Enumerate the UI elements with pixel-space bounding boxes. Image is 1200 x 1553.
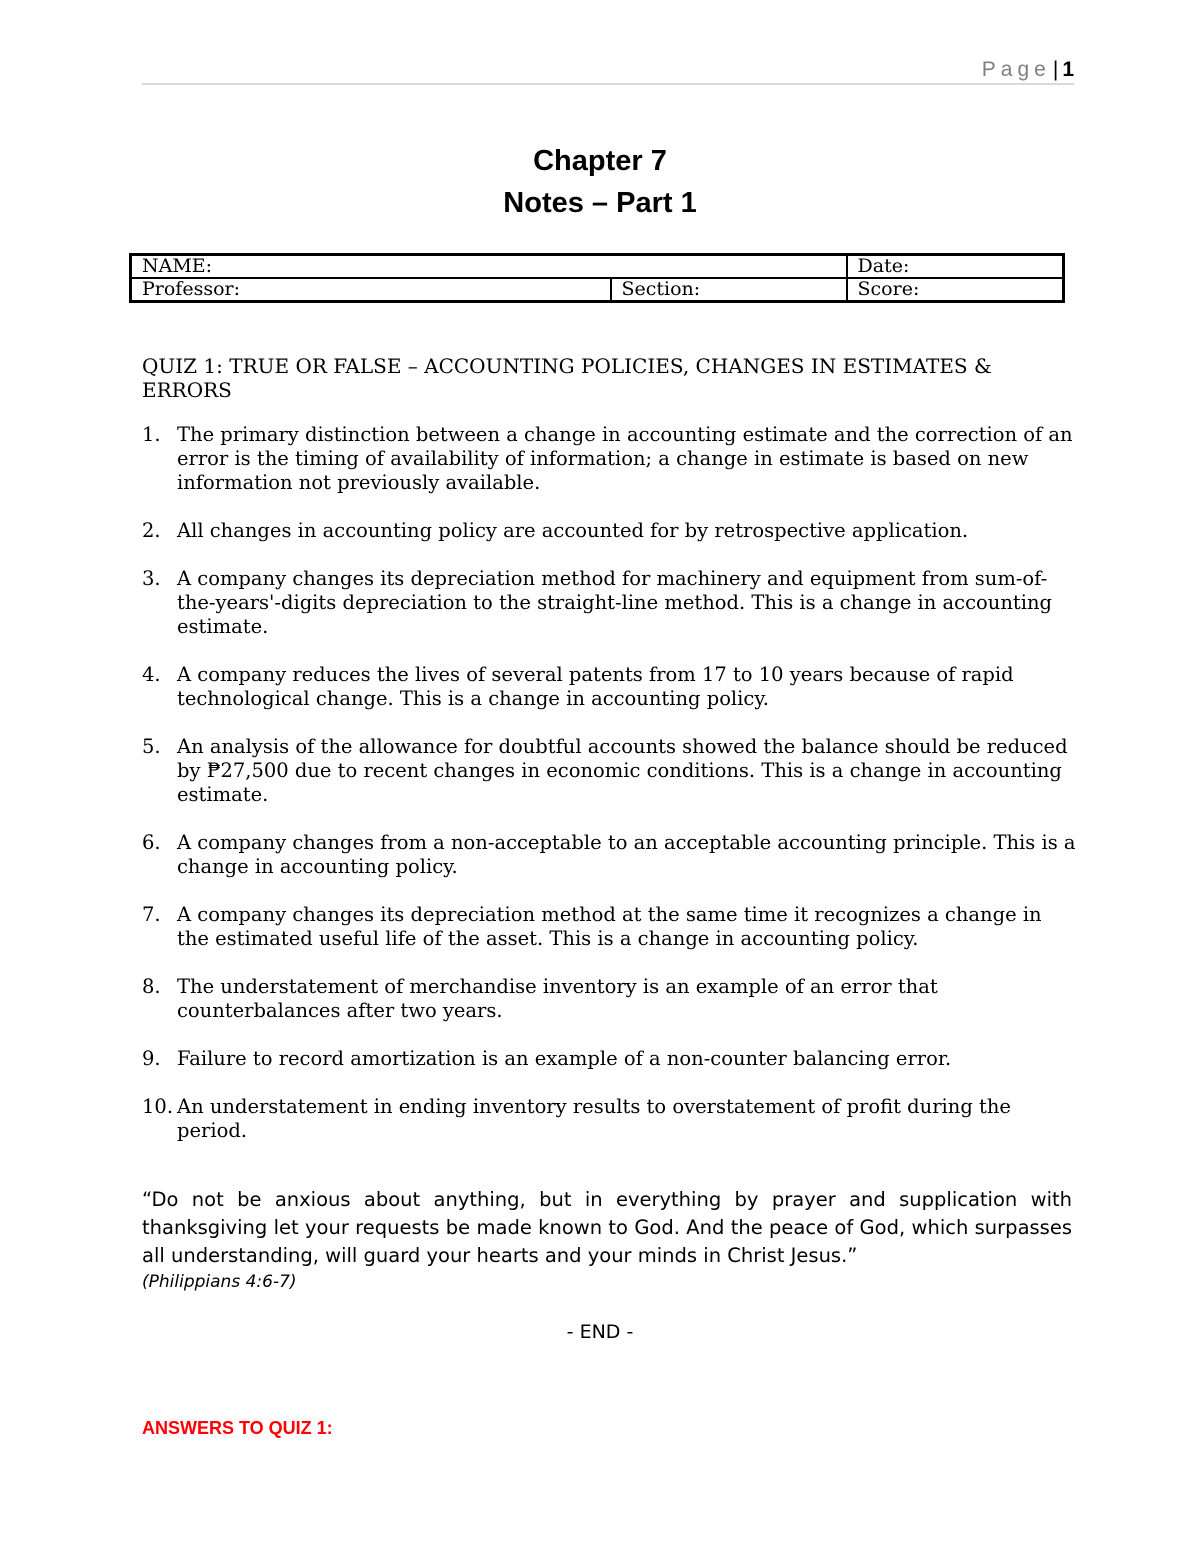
page-header: [142, 56, 1074, 85]
question-number: 4.: [142, 663, 161, 686]
end-marker: - END -: [566, 1321, 634, 1343]
question-text: A company changes from a non-acceptable to an acceptable accounting principle. This is a change in accounting policy.: [177, 831, 1076, 878]
question-item: [142, 423, 1077, 495]
question-item: [142, 735, 1077, 807]
question-item: [142, 519, 1077, 543]
quote-text: “Do not be anxious about anything, but in everything by prayer and supplication with thanksgiving let your requests be made known to God. And the peace of God, which surpasses all understanding, will guard your hearts and your minds in Christ Jesus.”: [142, 1188, 1072, 1267]
document-titles: [0, 140, 1200, 224]
question-item: [142, 1095, 1077, 1143]
answers-heading: ANSWERS TO QUIZ 1:: [142, 1418, 333, 1438]
question-item: [142, 903, 1077, 951]
question-list: [142, 423, 1077, 1167]
name-cell[interactable]: NAME:: [131, 255, 847, 279]
question-text: An understatement in ending inventory results to overstatement of profit during the period.: [177, 1095, 1011, 1142]
question-text: An analysis of the allowance for doubtful accounts showed the balance should be reduced by ₱27,500 due to recent changes in economic conditions. This is a change in accounting estimate.: [177, 735, 1068, 806]
quiz-title: QUIZ 1: TRUE OR FALSE – ACCOUNTING POLICIES, CHANGES IN ESTIMATES & ERRORS: [142, 354, 992, 402]
question-text: A company changes its depreciation method at the same time it recognizes a change in the estimated useful life of the asset. This is a change in accounting policy.: [177, 903, 1042, 950]
chapter-subtitle: Notes – Part 1: [503, 187, 697, 219]
page-separator: |: [1052, 58, 1059, 81]
question-text: Failure to record amortization is an example of a non-counter balancing error.: [177, 1047, 952, 1070]
question-number: 9.: [142, 1047, 161, 1070]
question-number: 8.: [142, 975, 161, 998]
student-info-table: [129, 253, 1065, 303]
question-text: All changes in accounting policy are accounted for by retrospective application.: [177, 519, 969, 542]
question-item: [142, 975, 1077, 1023]
question-number: 6.: [142, 831, 161, 854]
question-text: The understatement of merchandise inventory is an example of an error that counterbalances after two years.: [177, 975, 938, 1022]
question-text: The primary distinction between a change in accounting estimate and the correction of an error is the timing of availability of information; a change in estimate is based on new information not previously available.: [177, 423, 1073, 494]
chapter-title: Chapter 7: [533, 145, 667, 177]
question-number: 3.: [142, 567, 161, 590]
professor-cell[interactable]: Professor:: [131, 278, 611, 302]
question-number: 1.: [142, 423, 161, 446]
question-number: 7.: [142, 903, 161, 926]
question-number: 2.: [142, 519, 161, 542]
score-cell[interactable]: Score:: [847, 278, 1064, 302]
quote-citation: (Philippians 4:6-7): [142, 1272, 297, 1292]
question-item: [142, 1047, 1077, 1071]
question-item: [142, 663, 1077, 711]
page-number: 1: [1062, 58, 1074, 81]
question-item: [142, 831, 1077, 879]
question-text: A company reduces the lives of several patents from 17 to 10 years because of rapid technological change. This is a change in accounting policy.: [177, 663, 1014, 710]
section-cell[interactable]: Section:: [611, 278, 847, 302]
question-item: [142, 567, 1077, 639]
page-label: Page: [981, 58, 1051, 81]
info-row-professor: [131, 278, 1064, 302]
date-cell[interactable]: Date:: [847, 255, 1064, 279]
info-row-name: [131, 255, 1064, 279]
question-number: 5.: [142, 735, 161, 758]
question-text: A company changes its depreciation method for machinery and equipment from sum-of-the-years'-digits depreciation to the straight-line method. This is a change in accounting estimate.: [177, 567, 1052, 638]
bible-quote: [142, 1186, 1072, 1294]
question-number: 10.: [142, 1095, 174, 1118]
